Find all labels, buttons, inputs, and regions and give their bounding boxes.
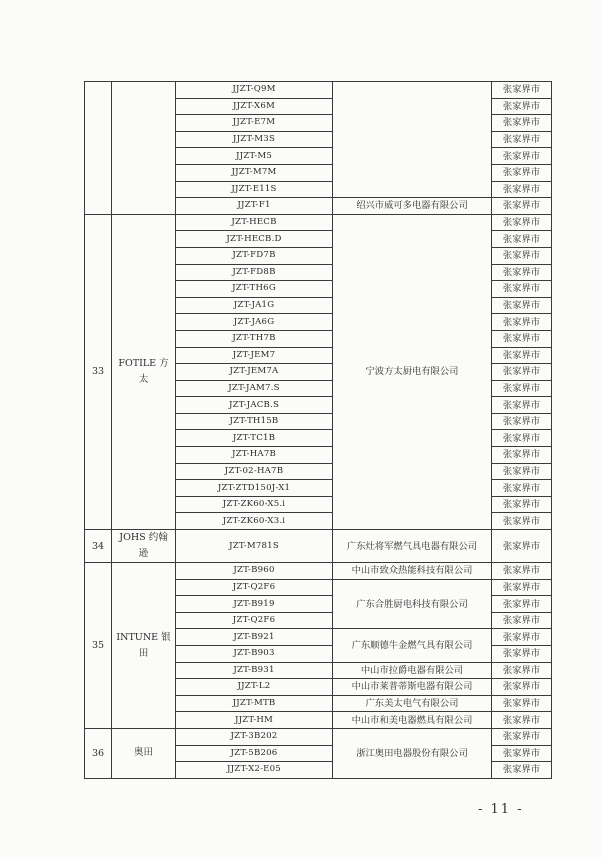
model-cell: JJZT-M5 <box>176 148 333 165</box>
city-cell: 张家界市 <box>492 131 552 148</box>
manufacturer-cell: 绍兴市威可多电器有限公司 <box>333 198 492 215</box>
page-number: - 11 - <box>478 802 524 817</box>
brand-cell <box>112 82 176 215</box>
city-cell: 张家界市 <box>492 214 552 231</box>
row-number-cell: 33 <box>85 214 112 529</box>
city-cell: 张家界市 <box>492 264 552 281</box>
city-cell: 张家界市 <box>492 646 552 663</box>
model-cell: JJZT-Q9M <box>176 82 333 99</box>
manufacturer-cell: 中山市拉爵电器有限公司 <box>333 662 492 679</box>
city-cell: 张家界市 <box>492 330 552 347</box>
model-cell: JZT-ZTD150J-X1 <box>176 480 333 497</box>
manufacturer-cell: 中山市致众热能科技有限公司 <box>333 563 492 580</box>
manufacturer-cell: 宁波方太厨电有限公司 <box>333 214 492 529</box>
city-cell: 张家界市 <box>492 181 552 198</box>
table-row <box>85 728 552 745</box>
model-cell: JZT-JEM7 <box>176 347 333 364</box>
row-number-cell: 36 <box>85 728 112 778</box>
manufacturer-cell: 广东美太电气有限公司 <box>333 695 492 712</box>
model-cell: JZT-Q2F6 <box>176 612 333 629</box>
model-cell: JJZT-E11S <box>176 181 333 198</box>
model-cell: JZT-ZK60-X5.i <box>176 496 333 513</box>
model-cell: JZT-HA7B <box>176 447 333 464</box>
city-cell: 张家界市 <box>492 463 552 480</box>
city-cell: 张家界市 <box>492 380 552 397</box>
model-cell: JZT-JEM7A <box>176 364 333 381</box>
model-cell: JJZT-M7M <box>176 164 333 181</box>
city-cell: 张家界市 <box>492 712 552 729</box>
model-cell: JJZT-X2-E05 <box>176 762 333 779</box>
city-cell: 张家界市 <box>492 231 552 248</box>
model-cell: JZT-Q2F6 <box>176 579 333 596</box>
model-cell: JJZT-F1 <box>176 198 333 215</box>
brand-cell: INTUNE 银田 <box>112 563 176 729</box>
city-cell: 张家界市 <box>492 563 552 580</box>
city-cell: 张家界市 <box>492 347 552 364</box>
city-cell: 张家界市 <box>492 629 552 646</box>
manufacturer-cell: 广东顺德牛金燃气具有限公司 <box>333 629 492 662</box>
table-row <box>85 82 552 99</box>
model-cell: JJZT-M3S <box>176 131 333 148</box>
city-cell: 张家界市 <box>492 115 552 132</box>
model-cell: JZT-M781S <box>176 530 333 563</box>
city-cell: 张家界市 <box>492 198 552 215</box>
table-row <box>85 563 552 580</box>
city-cell: 张家界市 <box>492 596 552 613</box>
table-row <box>85 530 552 563</box>
city-cell: 张家界市 <box>492 148 552 165</box>
model-cell: JJZT-X6M <box>176 98 333 115</box>
city-cell: 张家界市 <box>492 695 552 712</box>
city-cell: 张家界市 <box>492 164 552 181</box>
brand-cell: FOTILE 方太 <box>112 214 176 529</box>
model-cell: JJZT-HM <box>176 712 333 729</box>
model-cell: JZT-HECB <box>176 214 333 231</box>
city-cell: 张家界市 <box>492 513 552 530</box>
model-cell: JZT-B921 <box>176 629 333 646</box>
city-cell: 张家界市 <box>492 579 552 596</box>
row-number-cell: 35 <box>85 563 112 729</box>
city-cell: 张家界市 <box>492 728 552 745</box>
city-cell: 张家界市 <box>492 612 552 629</box>
brand-cell: JOHS 约翰逊 <box>112 530 176 563</box>
city-cell: 张家界市 <box>492 447 552 464</box>
manufacturer-cell: 浙江奥田电器股份有限公司 <box>333 728 492 778</box>
model-cell: JZT-3B202 <box>176 728 333 745</box>
model-cell: JZT-HECB.D <box>176 231 333 248</box>
city-cell: 张家界市 <box>492 413 552 430</box>
model-cell: JZT-JACB.S <box>176 397 333 414</box>
model-cell: JZT-ZK60-X3.i <box>176 513 333 530</box>
model-cell: JZT-B960 <box>176 563 333 580</box>
city-cell: 张家界市 <box>492 679 552 696</box>
model-cell: JZT-B903 <box>176 646 333 663</box>
model-cell: JJZT-MTB <box>176 695 333 712</box>
city-cell: 张家界市 <box>492 662 552 679</box>
model-cell: JZT-02-HA7B <box>176 463 333 480</box>
model-cell: JZT-FD8B <box>176 264 333 281</box>
city-cell: 张家界市 <box>492 297 552 314</box>
table-body <box>85 82 552 779</box>
table-row <box>85 214 552 231</box>
city-cell: 张家界市 <box>492 480 552 497</box>
city-cell: 张家界市 <box>492 430 552 447</box>
city-cell: 张家界市 <box>492 247 552 264</box>
manufacturer-cell: 广东灶将军燃气具电器有限公司 <box>333 530 492 563</box>
model-cell: JZT-TH15B <box>176 413 333 430</box>
model-cell: JJZT-L2 <box>176 679 333 696</box>
registration-table <box>84 81 552 779</box>
model-cell: JZT-5B206 <box>176 745 333 762</box>
model-cell: JJZT-E7M <box>176 115 333 132</box>
city-cell: 张家界市 <box>492 496 552 513</box>
brand-cell: 奥田 <box>112 728 176 778</box>
city-cell: 张家界市 <box>492 745 552 762</box>
model-cell: JZT-JAM7.S <box>176 380 333 397</box>
model-cell: JZT-TH7B <box>176 330 333 347</box>
manufacturer-cell <box>333 82 492 198</box>
manufacturer-cell: 中山市和美电器燃具有限公司 <box>333 712 492 729</box>
manufacturer-cell: 中山市莱普蒂斯电器有限公司 <box>333 679 492 696</box>
city-cell: 张家界市 <box>492 530 552 563</box>
city-cell: 张家界市 <box>492 281 552 298</box>
row-number-cell <box>85 82 112 215</box>
city-cell: 张家界市 <box>492 314 552 331</box>
model-cell: JZT-FD7B <box>176 247 333 264</box>
city-cell: 张家界市 <box>492 762 552 779</box>
city-cell: 张家界市 <box>492 397 552 414</box>
model-cell: JZT-TH6G <box>176 281 333 298</box>
city-cell: 张家界市 <box>492 98 552 115</box>
model-cell: JZT-TC1B <box>176 430 333 447</box>
model-cell: JZT-JA1G <box>176 297 333 314</box>
model-cell: JZT-B919 <box>176 596 333 613</box>
model-cell: JZT-B931 <box>176 662 333 679</box>
model-cell: JZT-JA6G <box>176 314 333 331</box>
row-number-cell: 34 <box>85 530 112 563</box>
city-cell: 张家界市 <box>492 82 552 99</box>
manufacturer-cell: 广东合胜厨电科技有限公司 <box>333 579 492 629</box>
city-cell: 张家界市 <box>492 364 552 381</box>
